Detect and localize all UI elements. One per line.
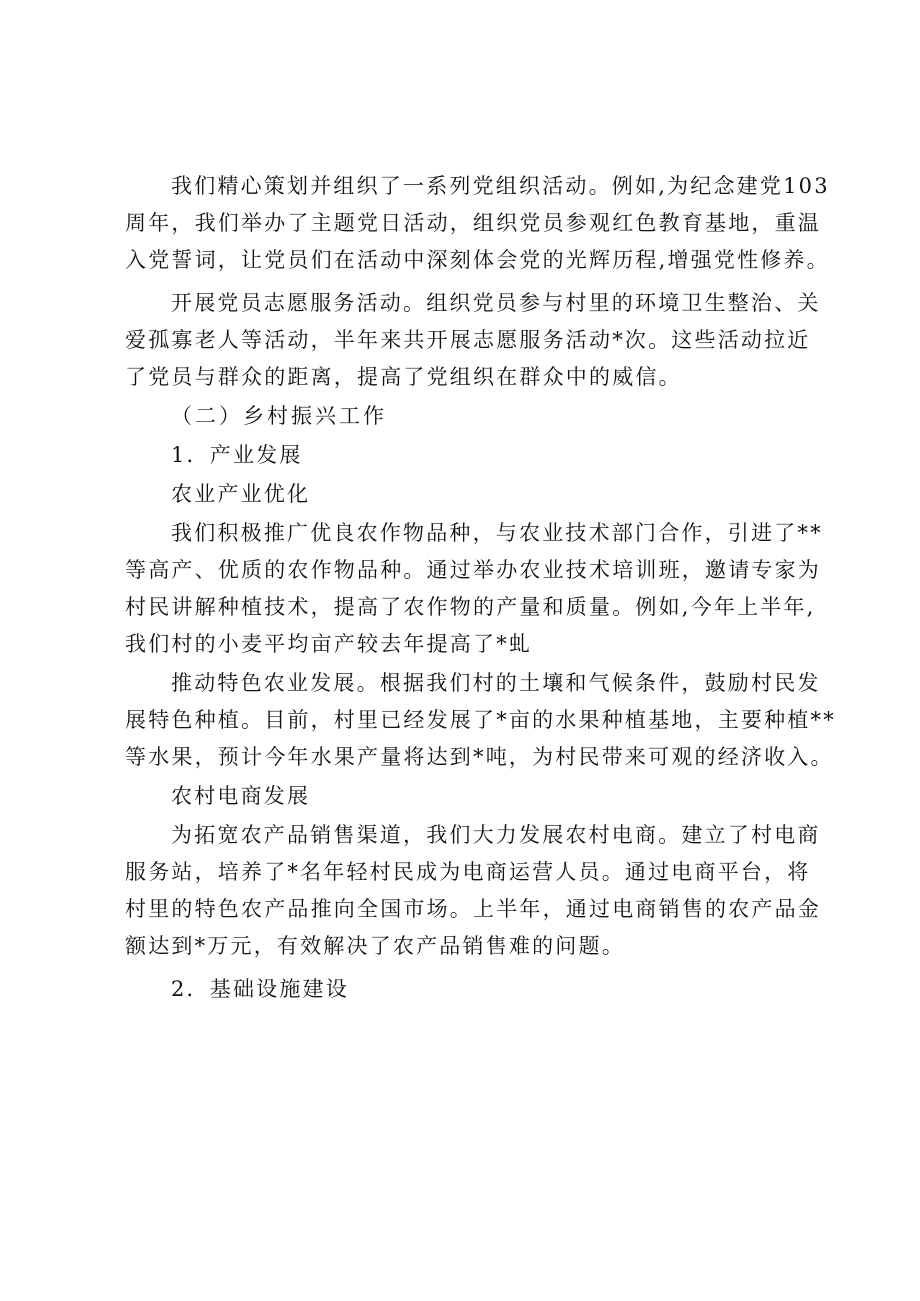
subheading: 1．产业发展 [171, 443, 303, 467]
subheading-industry-development [125, 437, 801, 474]
text-line: 为拓宽农产品销售渠道，我们大力发展农村电商。建立了村电商 [171, 823, 821, 847]
subheading: 农村电商发展 [171, 784, 311, 808]
text-line: 等高产、优质的农作物品种。通过举办农业技术培训班，邀请专家为 [125, 558, 821, 582]
document-body [125, 168, 836, 1008]
text-line: 了党员与群众的距离，提高了党组织在群众中的威信。 [125, 365, 682, 389]
section-heading: （二）乡村振兴工作 [171, 404, 387, 428]
text-line: 村民讲解种植技术，提高了农作物的产量和质量。例如,今年上半年, [125, 595, 816, 619]
text-line: 服务站，培养了*名年轻村民成为电商运营人员。通过电商平台，将 [125, 860, 811, 884]
text-line: 等水果，预计今年水果产量将达到*吨，为村民带来可观的经济收入。 [125, 745, 834, 769]
text-line: 爱孤寡老人等活动，半年来共开展志愿服务活动*次。这些活动拉近 [125, 328, 811, 352]
text-line: 我们积极推广优良农作物品种，与农业技术部门合作，引进了** [171, 521, 823, 545]
subheading-rural-ecommerce [125, 778, 801, 815]
subheading: 2．基础设施建设 [171, 977, 349, 1001]
text-line: 展特色种植。目前，村里已经发展了*亩的水果种植基地，主要种植** [125, 708, 836, 732]
text-line: 周年，我们举办了主题党日活动，组织党员参观红色教育基地，重温 [125, 211, 821, 235]
text-line: 开展党员志愿服务活动。组织党员参与村里的环境卫生整治、关 [171, 291, 821, 315]
paragraph-crop-varieties [125, 515, 823, 663]
text-line: 我们精心策划并组织了一系列党组织活动。例如,为纪念建党103 [171, 174, 830, 198]
paragraph-specialty-agriculture [125, 665, 836, 776]
text-line: 额达到*万元，有效解决了农产品销售难的问题。 [125, 934, 625, 958]
section-heading-rural-revitalization [125, 398, 801, 435]
subheading-agriculture-optimization [125, 476, 801, 513]
subheading-infrastructure [125, 971, 801, 1008]
text-line: 入党誓词，让党员们在活动中深刻体会党的光辉历程,增强党性修养。 [125, 248, 830, 272]
text-line: 推动特色农业发展。根据我们村的土壤和气候条件，鼓励村民发 [171, 671, 821, 695]
paragraph-party-activities [125, 168, 830, 279]
text-line: 我们村的小麦平均亩产较去年提高了*虬 [125, 632, 533, 656]
text-line: 村里的特色农产品推向全国市场。上半年，通过电商销售的农产品金 [125, 897, 821, 921]
paragraph-volunteer-service [125, 285, 821, 396]
subheading: 农业产业优化 [171, 482, 311, 506]
paragraph-ecommerce [125, 817, 821, 965]
